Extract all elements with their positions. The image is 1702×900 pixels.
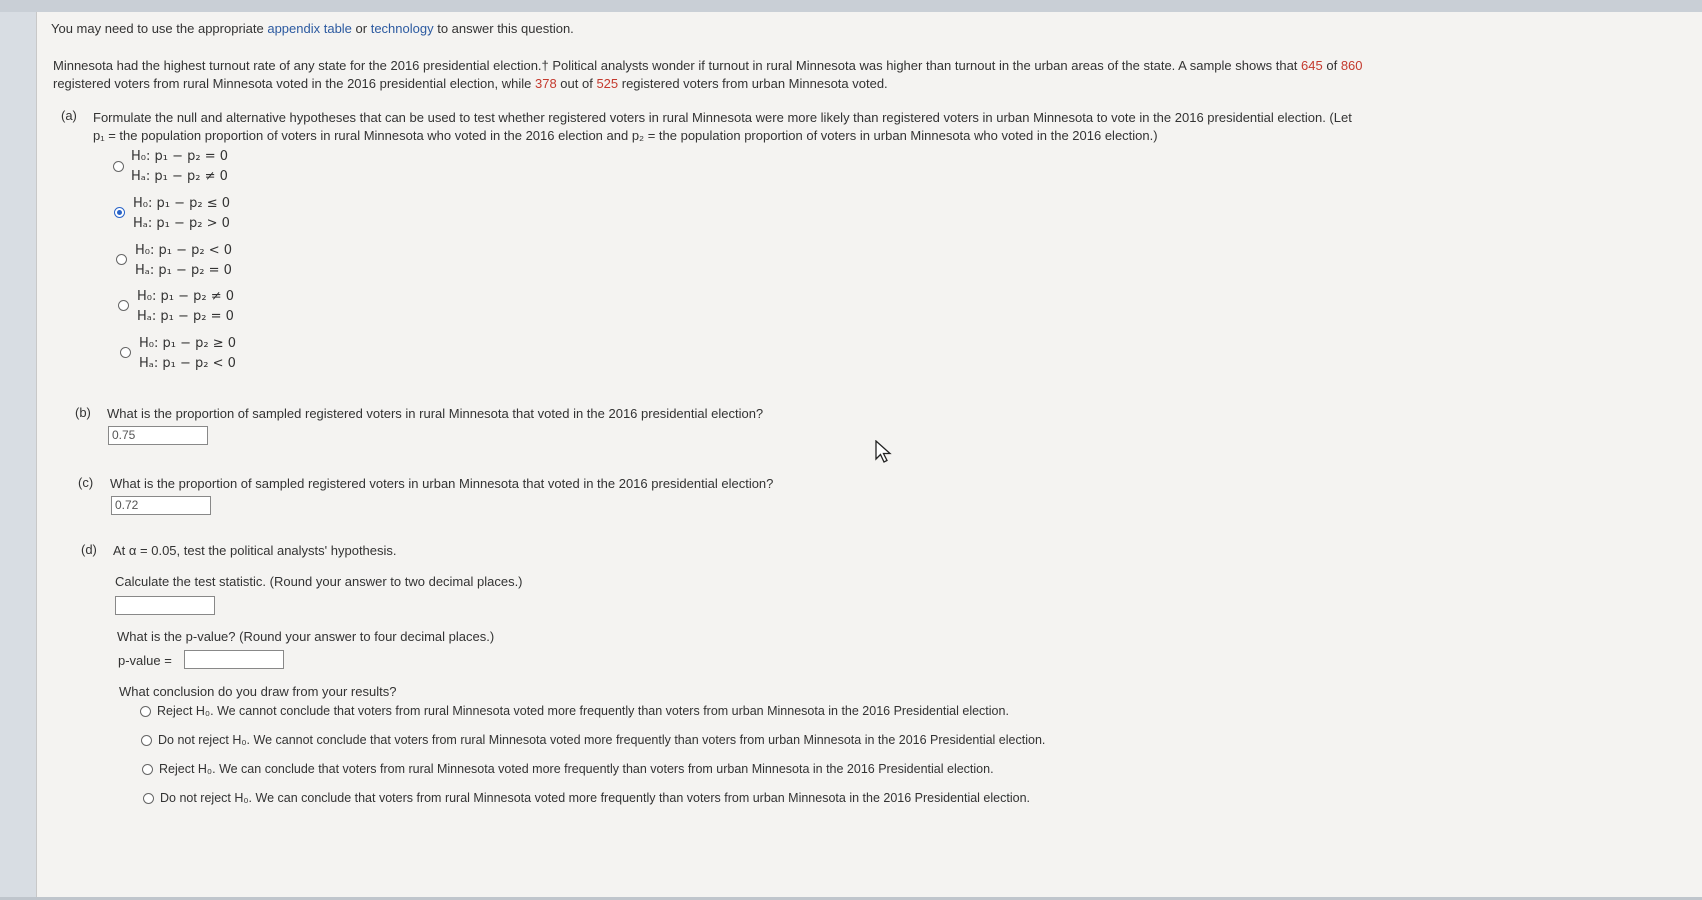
appendix-table-link[interactable]: appendix table bbox=[267, 21, 352, 36]
part-d-question: At α = 0.05, test the political analysts' hypothesis. bbox=[113, 543, 397, 558]
option-3-ha: Hₐ: p₁ − p₂ = 0 bbox=[135, 263, 232, 278]
browser-top-bar bbox=[0, 0, 1702, 12]
problem-statement-line2: registered voters from rural Minnesota voted in the 2016 presidential election, while 378 out of 525 registered voters from urban Minnesota voted. bbox=[53, 76, 888, 91]
radio-button-selected-icon[interactable] bbox=[114, 207, 125, 218]
conclusion-prompt: What conclusion do you draw from your results? bbox=[119, 684, 397, 699]
part-b-answer-input[interactable]: 0.75 bbox=[108, 426, 208, 445]
p-value-label: p-value = bbox=[118, 653, 172, 668]
part-d-label: (d) bbox=[81, 542, 97, 557]
option-5-ha: Hₐ: p₁ − p₂ < 0 bbox=[139, 356, 236, 371]
part-a-question-line1: Formulate the null and alternative hypotheses that can be used to test whether registered voters in rural Minnesota were more likely than registered voters in urban Minnesota to vote in the 2016 presidential election. (Let bbox=[93, 110, 1352, 125]
part-b-question: What is the proportion of sampled registered voters in rural Minnesota that voted in the 2016 presidential election? bbox=[107, 406, 764, 421]
conclusion-option-4-text: Do not reject H₀. We can conclude that voters from rural Minnesota voted more frequently than voters from urban Minnesota in the 2016 Presidential election. bbox=[160, 791, 1030, 805]
question-page bbox=[36, 12, 1702, 897]
conclusion-option-3-text: Reject H₀. We can conclude that voters from rural Minnesota voted more frequently than voters from urban Minnesota in the 2016 Presidential election. bbox=[159, 762, 994, 776]
conclusion-option-1-text: Reject H₀. We cannot conclude that voters from rural Minnesota voted more frequently than voters from urban Minnesota in the 2016 Presidential election. bbox=[157, 704, 1009, 718]
option-1-ha: Hₐ: p₁ − p₂ ≠ 0 bbox=[131, 169, 228, 184]
option-4-ha: Hₐ: p₁ − p₂ = 0 bbox=[137, 309, 234, 324]
radio-button-icon[interactable] bbox=[118, 300, 129, 311]
problem-statement-line1: Minnesota had the highest turnout rate of any state for the 2016 presidential election.† Political analysts wonder if turnout in rural Minnesota was higher than turnout in the urban areas of the state. A sample shows that 645 of 860 bbox=[53, 58, 1363, 73]
radio-button-icon[interactable] bbox=[142, 764, 153, 775]
radio-button-icon[interactable] bbox=[140, 706, 151, 717]
urban-total-count: 525 bbox=[596, 76, 619, 91]
p-value-input[interactable] bbox=[184, 650, 284, 669]
rural-total-count: 860 bbox=[1340, 58, 1363, 73]
part-c-label: (c) bbox=[78, 475, 94, 490]
part-b-label: (b) bbox=[75, 405, 91, 420]
option-5-h0: H₀: p₁ − p₂ ≥ 0 bbox=[139, 336, 237, 351]
part-c-answer-input[interactable]: 0.72 bbox=[111, 496, 211, 515]
option-4-h0: H₀: p₁ − p₂ ≠ 0 bbox=[137, 289, 235, 304]
radio-button-icon[interactable] bbox=[141, 735, 152, 746]
option-1-h0: H₀: p₁ − p₂ = 0 bbox=[131, 149, 229, 164]
urban-voted-count: 378 bbox=[534, 76, 557, 91]
part-c-question: What is the proportion of sampled registered voters in urban Minnesota that voted in the 2016 presidential election? bbox=[110, 476, 774, 491]
intro-text: You may need to use the appropriate appendix table or technology to answer this question. bbox=[51, 21, 574, 36]
option-3-h0: H₀: p₁ − p₂ < 0 bbox=[135, 243, 233, 258]
radio-button-icon[interactable] bbox=[120, 347, 131, 358]
mouse-pointer-icon bbox=[875, 440, 893, 464]
option-2-ha: Hₐ: p₁ − p₂ > 0 bbox=[133, 216, 230, 231]
radio-button-icon[interactable] bbox=[143, 793, 154, 804]
technology-link[interactable]: technology bbox=[370, 21, 434, 36]
option-2-h0: H₀: p₁ − p₂ ≤ 0 bbox=[133, 196, 231, 211]
radio-button-icon[interactable] bbox=[116, 254, 127, 265]
test-statistic-prompt: Calculate the test statistic. (Round your answer to two decimal places.) bbox=[115, 574, 523, 589]
radio-button-icon[interactable] bbox=[113, 161, 124, 172]
p-value-prompt: What is the p-value? (Round your answer to four decimal places.) bbox=[117, 629, 495, 644]
test-statistic-input[interactable] bbox=[115, 596, 215, 615]
part-a-label: (a) bbox=[61, 108, 77, 123]
conclusion-option-2-text: Do not reject H₀. We cannot conclude that voters from rural Minnesota voted more frequently than voters from urban Minnesota in the 2016 Presidential election. bbox=[158, 733, 1046, 747]
rural-voted-count: 645 bbox=[1301, 58, 1323, 73]
part-a-question-line2: p₁ = the population proportion of voters in rural Minnesota who voted in the 2016 election and p₂ = the population proportion of voters in urban Minnesota who voted in the 2016 election.) bbox=[93, 128, 1158, 143]
